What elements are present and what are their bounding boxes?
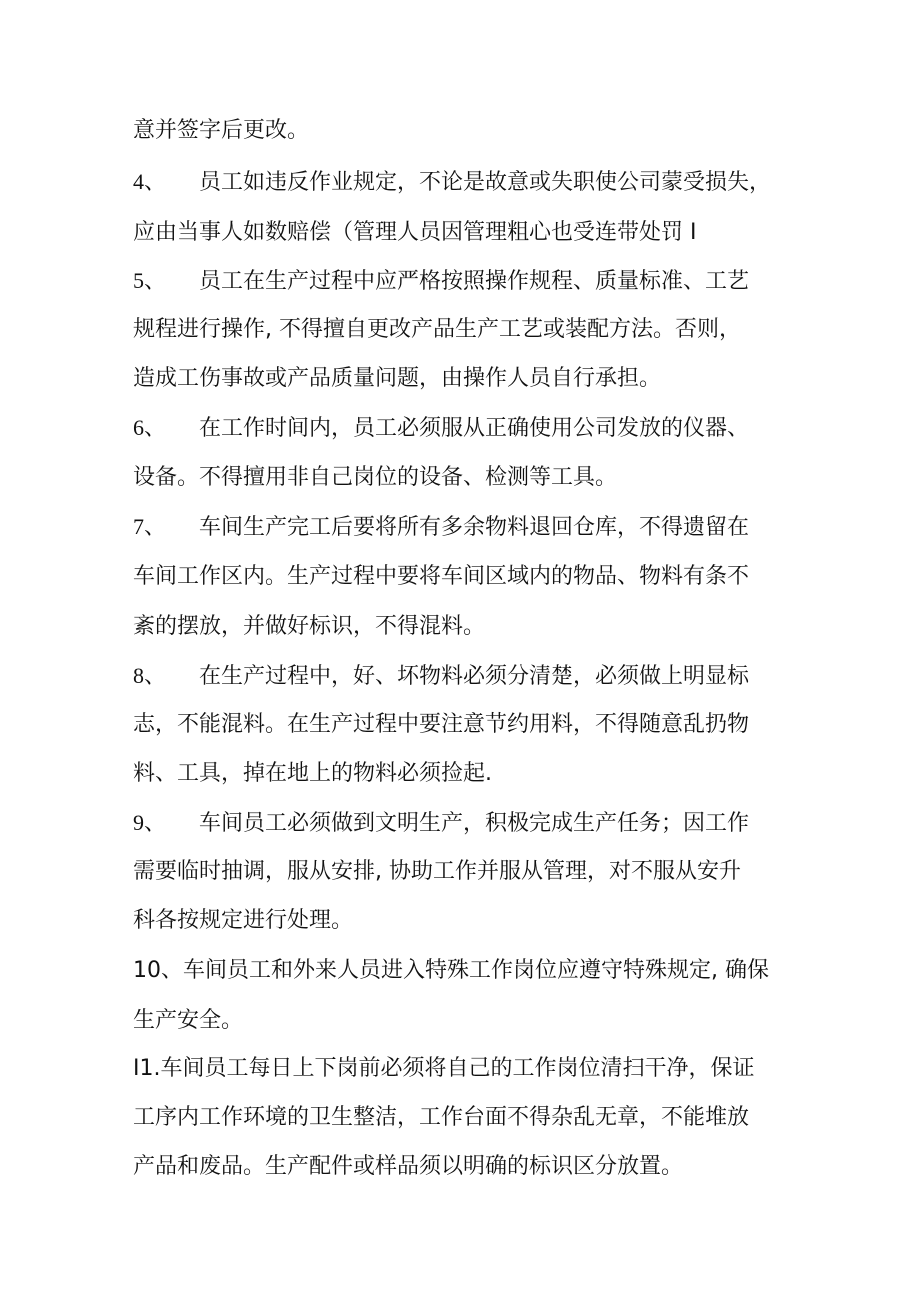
item-number: 5、 [133,268,167,293]
line-text: 志，不能混料。在生产过程中要注意节约用料，不得随意乱扔物 [133,712,750,737]
item-number: 6、 [133,415,167,440]
line-text: 车间生产完工后要将所有多余物料退回仓库，不得遗留在 [199,515,750,540]
text-line [133,708,749,742]
line-text: 员工如违反作业规定，不论是故意或失职使公司蒙受损失， [199,170,772,195]
text-line [133,1150,683,1184]
item-number: 7、 [133,514,167,539]
item-number: 9、 [133,810,167,835]
text-line [133,757,492,791]
numbered-item [133,411,749,445]
line-text: 设备。不得擅用非自己岗位的设备、检测等工具。 [133,465,618,490]
line-text: 科各按规定进行处理。 [133,908,354,933]
item-number: 4、 [133,169,167,194]
text-line [133,114,309,148]
text-line [133,560,749,594]
numbered-item [133,806,749,840]
line-text: 在工作时间内，员工必须服从正确使用公司发放的仪器、 [199,416,750,441]
text-line [133,313,741,347]
text-line [133,1052,754,1086]
text-line [133,216,696,250]
line-text: 产品和废品。生产配件或样品须以明确的标识区分放置。 [133,1154,684,1179]
line-text: 意并签字后更改。 [133,118,310,143]
line-text: I1.车间员工每日上下岗前必须将自己的工作岗位清扫干净，保证 [133,1056,755,1081]
line-text: 紊的摆放，并做好标识，不得混料。 [133,614,486,639]
line-text: 造成工伤事故或产品质量问题，由操作人员自行承担。 [133,366,662,391]
text-line [133,855,741,889]
line-text: 车间员工必须做到文明生产，积极完成生产任务；因工作 [199,811,750,836]
line-text: 员工在生产过程中应严格按照操作规程、质量标准、工艺 [199,269,750,294]
line-text: 生产安全。 [133,1008,244,1033]
line-text: 在生产过程中，好、坏物料必须分清楚，必须做上明显标 [199,664,750,689]
text-line [133,1101,749,1135]
numbered-item [133,659,749,693]
line-text: 料、工具，掉在地上的物料必须捡起. [133,761,492,786]
text-line [133,1004,243,1038]
text-line [133,461,617,495]
numbered-item [133,264,749,298]
line-text: 工序内工作环境的卫生整洁，工作台面不得杂乱无章，不能堆放 [133,1105,750,1130]
line-text: 应由当事人如数赔偿（管理人员因管理粗心也受连带处罚 I [133,220,697,245]
numbered-item [133,165,771,199]
text-line [133,610,485,644]
line-text: 车间工作区内。生产过程中要将车间区域内的物品、物料有条不 [133,564,750,589]
text-line [133,904,353,938]
text-line [133,362,661,396]
line-text: 10、车间员工和外来人员进入特殊工作岗位应遵守特殊规定, 确保 [133,958,769,983]
item-number: 8、 [133,663,167,688]
numbered-item [133,510,749,544]
line-text: 需要临时抽调，服从安排, 协助工作并服从管理，对不服从安升 [133,859,741,884]
text-line [133,954,769,988]
line-text: 规程进行操作, 不得擅自更改产品生产工艺或装配方法。否则， [133,317,741,342]
